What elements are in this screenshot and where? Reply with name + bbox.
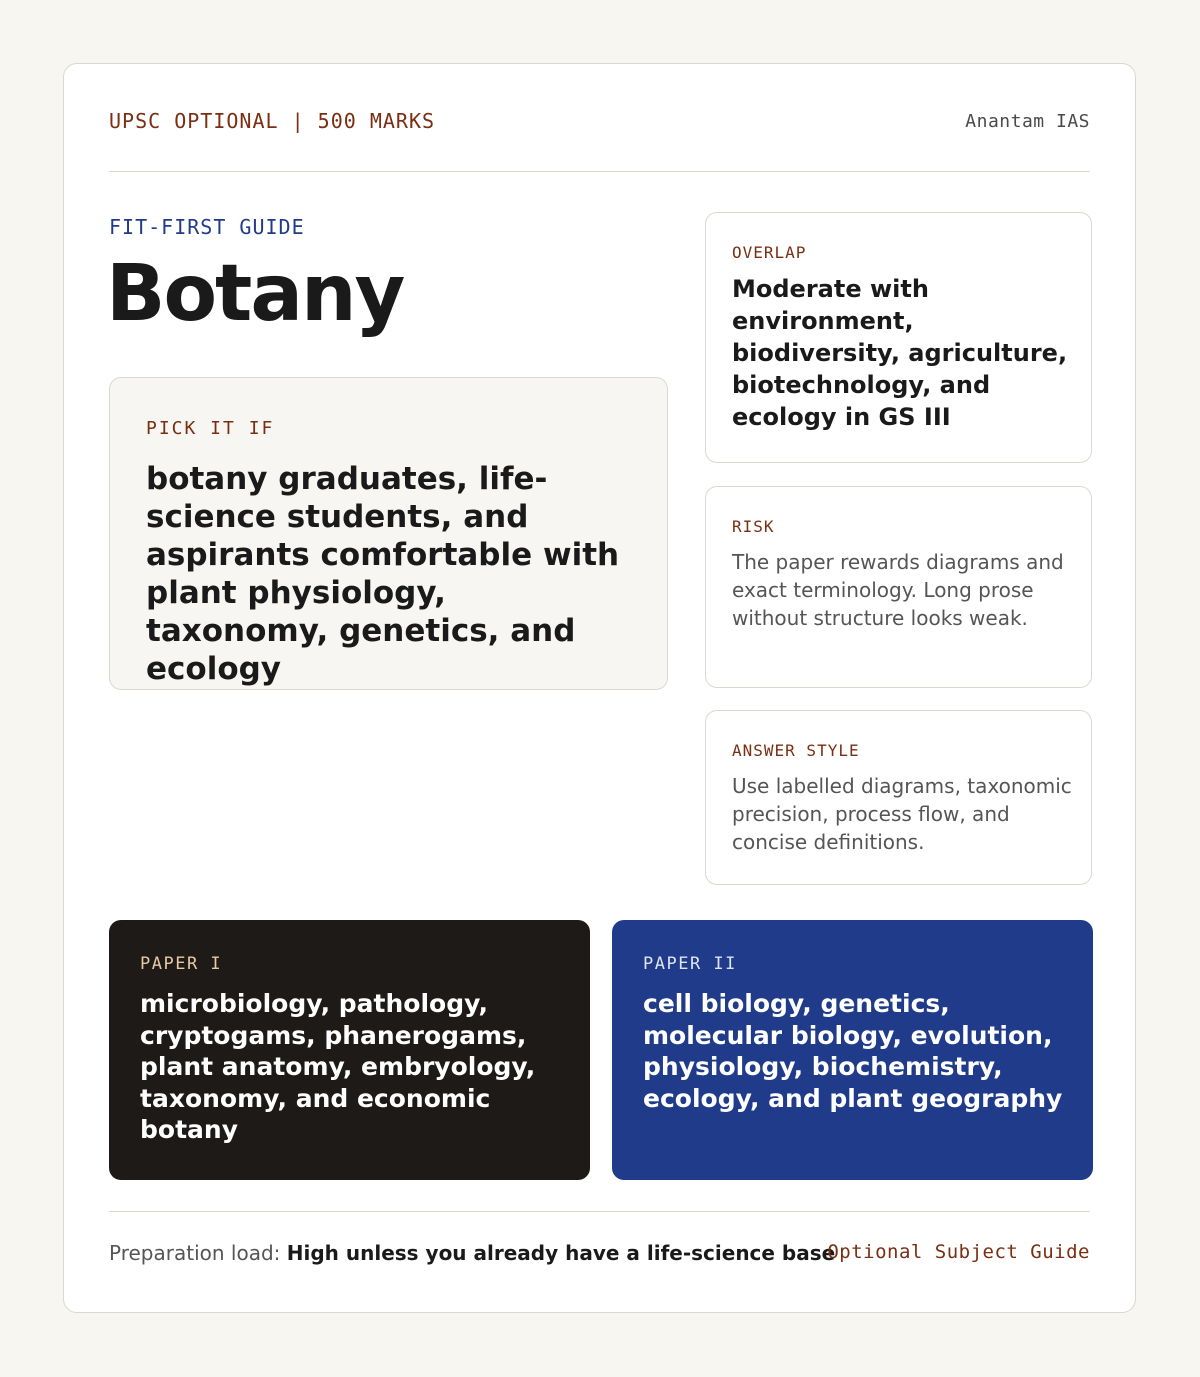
preparation-load-value: High unless you already have a life-science base [286,1241,836,1265]
answer-style-card [705,710,1092,885]
overlap-label: OVERLAP [732,243,807,262]
guide-series-tag: Optional Subject Guide [827,1241,1090,1263]
answer-style-label: ANSWER STYLE [732,741,860,760]
overlap-text: Moderate with environment, biodiversity, agriculture, biotechnology, and ecology in GS III [732,275,1068,431]
paper-2-label: PAPER II [643,954,737,974]
brand-name: Anantam IAS [965,111,1090,132]
overlap-card [705,212,1092,463]
paper-1-panel [109,920,590,1180]
paper-1-label: PAPER I [140,954,223,974]
pick-it-if-panel [109,377,668,690]
pick-it-if-label: PICK IT IF [146,418,275,439]
risk-label: RISK [732,517,775,536]
risk-text: The paper rewards diagrams and exact terminology. Long prose without structure looks weak. [732,550,1064,630]
pick-it-if-text: botany graduates, life-science students, and aspirants comfortable with plant physiology, taxonomy, genetics, and ecology [146,461,620,687]
answer-style-text: Use labelled diagrams, taxonomic precision, process flow, and concise definitions. [732,774,1072,854]
guide-card [63,63,1136,1313]
guide-eyebrow: FIT-FIRST GUIDE [109,215,305,239]
risk-card [705,486,1092,688]
paper-2-panel [612,920,1093,1180]
preparation-load-label: Preparation load: [109,1241,281,1265]
category-tag: UPSC OPTIONAL | 500 MARKS [109,109,436,133]
paper-2-topics: cell biology, genetics, molecular biology, evolution, physiology, biochemistry, ecology, and plant geography [643,989,1063,1113]
header-divider [109,171,1090,172]
paper-1-topics: microbiology, pathology, cryptogams, phanerogams, plant anatomy, embryology, taxonomy, and economic botany [140,989,536,1144]
footer-divider [109,1211,1090,1212]
preparation-load [109,1241,835,1265]
page-title: Botany [106,249,404,339]
